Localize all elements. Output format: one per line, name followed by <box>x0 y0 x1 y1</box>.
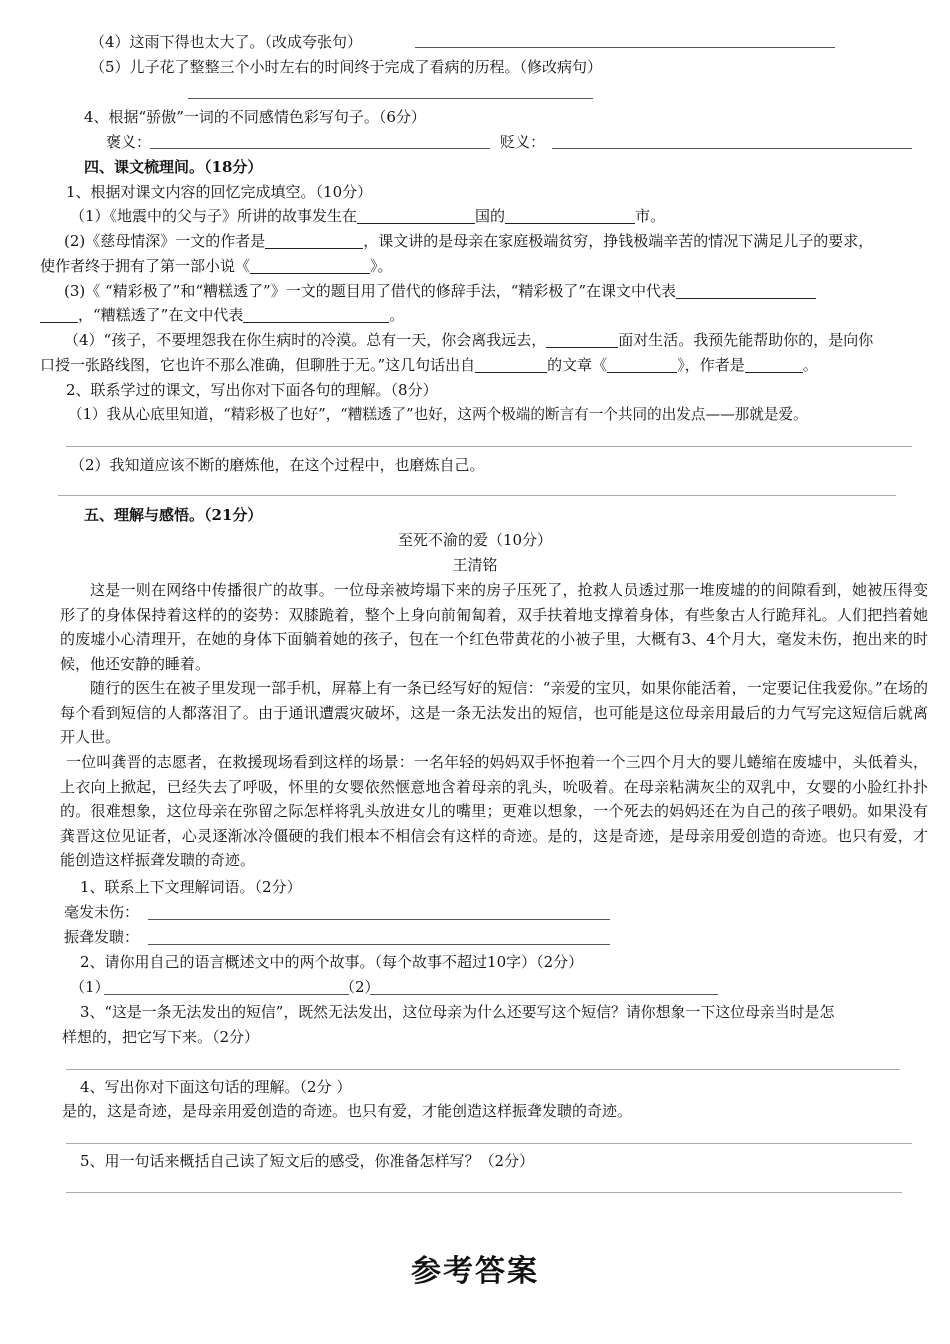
blank-represent-1 <box>676 283 816 299</box>
article-paragraph-1: 这是一则在网络中传播很广的故事。一位母亲被垮塌下来的房子压死了，抢救人员透过那一堆废墟的的间隙看到，她被压得变形了的身体保持着这样的的姿势：双膝跪着，整个上身向前匍匐着，双手扶着地支撑着身体，有些象古人行跪拜礼。人们把挡着她的废墟小心清理开，在她的身体下面躺着她的孩子，包在一个红色带黄花的小被子里，大概有3、4个月大，毫发未伤，抱出来的时候，他还安静的睡着。 <box>60 581 928 673</box>
answer-line <box>66 1143 912 1144</box>
part4-q1-3-cont <box>40 305 404 325</box>
part5-heading: 五、理解与感悟。（21分） <box>84 506 263 524</box>
answer-line <box>66 446 912 447</box>
story2-label: （2） <box>340 978 380 996</box>
answers-title: 参考答案 <box>411 1254 539 1289</box>
q1-4-text-e: 》，作者是 <box>677 356 745 374</box>
part5-q4-prompt: 4、写出你对下面这句话的理解。（2分 ） <box>80 1078 352 1096</box>
derogatory-label: 贬义： <box>500 133 546 151</box>
q1-2-text-b: ，课文讲的是母亲在家庭极端贫穷，挣钱极端辛苦的情况下满足儿子的要求， <box>363 232 874 250</box>
answer-line <box>415 47 835 48</box>
blank-author <box>265 233 363 249</box>
blank-novel <box>250 258 370 274</box>
story2-answer-line <box>370 994 718 995</box>
q1-2-text-d: 》。 <box>370 257 393 275</box>
answer-line <box>66 1192 902 1193</box>
q4-exaggeration-sentence <box>90 32 362 52</box>
answer-line <box>58 495 896 496</box>
q1-1-text-b: 国的 <box>475 207 506 225</box>
blank-source <box>475 357 547 373</box>
blank-article <box>607 357 677 373</box>
part5-q1-word2 <box>64 927 139 947</box>
story1-answer-line <box>104 994 349 995</box>
part4-q1-2 <box>64 231 873 251</box>
q1-4-text-c: 口授一张路线图，它也许不那么准确，但聊胜于无。”这几句话出自 <box>40 356 476 374</box>
part5-q5-prompt: 5、用一句话来概括自己读了短文后的感受，你准备怎样写？（2分） <box>80 1152 535 1170</box>
word1-label: 毫发未伤： <box>64 903 140 921</box>
article-title: 至死不渝的爱（10分） <box>397 531 553 549</box>
part4-q2-1: （1）我从心底里知道，“精彩极了也好”，“糟糕透了”也好，这两个极端的断言有一个共同的出发点——那就是爱。 <box>68 406 808 423</box>
part4-q2-prompt: 2、联系学过的课文，写出你对下面各句的理解。（8分） <box>66 381 438 399</box>
q5-correction-sentence <box>90 57 602 77</box>
word2-label: 振聋发聩： <box>64 928 140 946</box>
q1-2-text-c: 使作者终于拥有了第一部小说《 <box>40 257 251 275</box>
q1-4-text-d: 的文章《 <box>547 356 608 374</box>
word2-answer-line <box>148 944 610 945</box>
part4-q2-2: （2）我知道应该不断的磨炼他，在这个过程中，也磨炼自己。 <box>70 456 485 474</box>
q1-3-text-c: 。 <box>389 306 405 324</box>
q1-3-text-a: (3)《 “精彩极了”和“糟糕透了”》一文的题目用了借代的修辞手法，“精彩极了”在课文中代表 <box>64 282 677 300</box>
story1-label: （1） <box>70 978 110 996</box>
part4-q1-prompt: 1、根据对课文内容的回忆完成填空。（10分） <box>66 183 373 201</box>
q1-3-text-b: ，“糟糕透了”在文中代表 <box>78 306 244 324</box>
part5-q1-word1 <box>64 902 139 922</box>
blank-writer <box>745 357 803 373</box>
word1-answer-line <box>148 919 610 920</box>
q5-text: （5）儿子花了整整三个小时左右的时间终于完成了看病的历程。（修改病句） <box>90 58 603 76</box>
derogatory-row <box>500 132 545 152</box>
part4-q1-4-cont <box>40 355 818 375</box>
blank-how <box>546 332 618 348</box>
blank-country <box>357 208 475 224</box>
q4-prompt-jiaoao: 4、根据“骄傲”一词的不同感情色彩写句子。（6分） <box>84 108 426 126</box>
blank-city <box>505 208 635 224</box>
part5-q4-quote: 是的，这是奇迹，是母亲用爱创造的奇迹。也只有爱，才能创造这样振聋发聩的奇迹。 <box>62 1102 633 1120</box>
praise-row <box>106 132 151 152</box>
answer-line <box>66 1069 900 1070</box>
praise-label: 褒义： <box>106 133 152 151</box>
q1-4-text-b: 面对生活。我预先能帮助你的，是向你 <box>618 331 874 349</box>
q1-4-text-a: （4）“孩子，不要埋怨我在你生病时的冷漠。总有一天，你会离我远去， <box>64 331 547 349</box>
part4-q1-4 <box>64 330 873 350</box>
q1-4-text-f: 。 <box>802 356 818 374</box>
part4-heading: 四、课文梳理间。（18分） <box>84 158 263 176</box>
part5-q3-prompt: 3、“这是一条无法发出的短信”，既然无法发出，这位母亲为什么还要写这个短信？请你想象一下这位母亲当时是怎 <box>80 1003 835 1021</box>
part4-q1-3 <box>64 281 816 301</box>
q1-2-text-a: (2)《慈母情深》一文的作者是 <box>64 232 266 250</box>
blank-represent-2 <box>243 307 389 323</box>
praise-answer-line <box>150 148 490 149</box>
q1-1-text-a: （1）《地震中的父与子》所讲的故事发生在 <box>70 207 358 225</box>
part5-q1-prompt: 1、联系上下文理解词语。（2分） <box>80 878 302 896</box>
part5-q2-prompt: 2、请你用自己的语言概述文中的两个故事。（每个故事不超过10字）（2分） <box>80 953 584 971</box>
part4-q1-1 <box>70 206 665 226</box>
article-paragraph-3: 一位叫龚晋的志愿者，在救援现场看到这样的场景：一名年轻的妈妈双手怀抱着一个三四个月大的婴儿蜷缩在废墟中，头低着头，上衣向上掀起，已经失去了呼吸，怀里的女婴依然惬意地含着母亲的乳头，吮吸着。在母亲粘满灰尘的双乳中，女婴的小脸红扑扑的。很难想象，这位母亲在弥留之际怎样将乳头放进女儿的嘴里；更难以想象，一个死去的妈妈还在为自己的孩子喂奶。如果没有龚晋这位见证者，心灵逐渐冰冷僵硬的我们根本不相信会有这样的奇迹。是的，这是奇迹，是母亲用爱创造的奇迹。也只有爱，才能创造这样振聋发聩的奇迹。 <box>60 753 928 869</box>
answer-line <box>188 98 593 99</box>
q1-1-text-c: 市。 <box>635 207 666 225</box>
article-paragraph-2: 随行的医生在被子里发现一部手机，屏幕上有一条已经写好的短信：“亲爱的宝贝，如果你能活着，一定要记住我爱你。”在场的每个看到短信的人都落泪了。由于通讯遭震灾破坏，这是一条无法发出的短信，也可能是这位母亲用最后的力气写完这短信后就离开人世。 <box>60 679 928 746</box>
article-author: 王清铭 <box>452 556 498 574</box>
part4-q1-2-cont <box>40 256 393 276</box>
q4-text: （4）这雨下得也太大了。（改成夸张句） <box>90 33 363 51</box>
blank-represent-1-cont <box>40 307 78 323</box>
part5-q3-prompt-cont: 样想的，把它写下来。（2分） <box>62 1028 260 1046</box>
derogatory-answer-line <box>552 148 912 149</box>
